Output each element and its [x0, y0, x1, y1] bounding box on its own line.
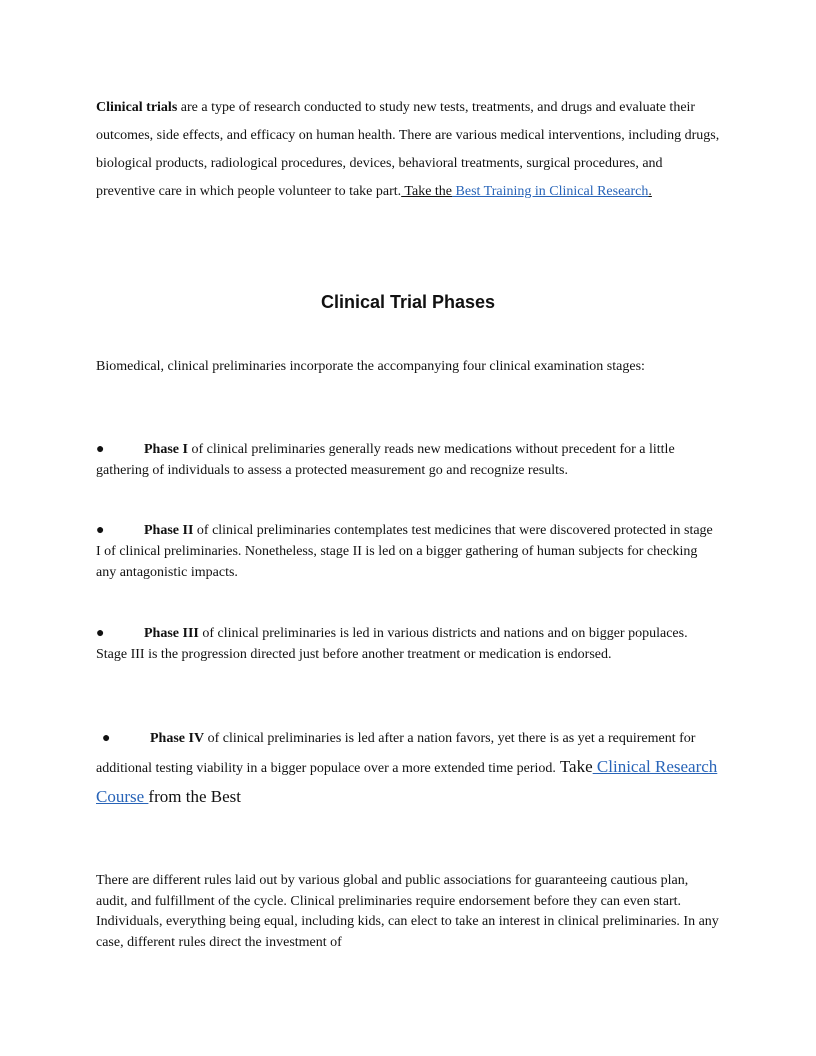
section-heading: Clinical Trial Phases	[320, 292, 496, 312]
bullet-icon: ●	[96, 442, 105, 457]
intro-link-prefix: Take the	[401, 184, 453, 199]
bullet-icon: ●	[102, 731, 111, 746]
clinical-research-course-link[interactable]: Clinical Research Course	[96, 757, 718, 806]
intro-link-suffix: .	[648, 184, 652, 199]
intro-paragraph	[96, 94, 720, 206]
course-prefix: Take	[555, 757, 593, 776]
phase-item	[96, 623, 720, 665]
closing-paragraph: There are different rules laid out by various global and public associations for guaranteeing cautious plan, audit, and fulfillment of the cycle. Clinical preliminaries require endorsement before they can even start. Individuals, everything being equal, including kids, can elect to take an interest in clinical preliminaries. In any case, different rules direct the investment of	[96, 873, 719, 950]
phase-text: of clinical preliminaries is led after a nation favors, yet there is as yet a requirement for additional testing viability in a bigger populace over a more extended time period.	[96, 731, 696, 776]
phase-label: Phase IV	[150, 731, 205, 746]
phase-label: Phase I	[144, 442, 188, 457]
phase-item	[96, 439, 720, 481]
phase-label: Phase II	[144, 523, 194, 538]
phase-item	[96, 725, 720, 813]
intro-text: are a type of research conducted to study new tests, treatments, and drugs and evaluate their outcomes, side effects, and efficacy on human health. There are various medical interventions, including drugs, biological products, radiological procedures, devices, behavioral treatments, surgical procedures, and preventive care in which people volunteer to take part.	[96, 100, 720, 199]
course-suffix: from the Best	[148, 787, 241, 806]
best-training-link[interactable]: Best Training in Clinical Research	[452, 184, 649, 199]
phase-text: of clinical preliminaries is led in various districts and nations and on bigger populaces. Stage III is the progression directed just before another treatment or medication is endorsed.	[96, 626, 688, 662]
lead-paragraph: Biomedical, clinical preliminaries incorporate the accompanying four clinical examination stages:	[96, 359, 645, 374]
intro-term: Clinical trials	[96, 100, 178, 115]
bullet-icon: ●	[96, 626, 105, 641]
phase-item	[96, 520, 720, 583]
phase-text: of clinical preliminaries contemplates test medicines that were discovered protected in stage I of clinical preliminaries. Nonetheless, stage II is led on a bigger gathering of human subjects for checking any antagonistic impacts.	[96, 523, 713, 580]
phase-text: of clinical preliminaries generally reads new medications without precedent for a little gathering of individuals to assess a protected measurement go and recognize results.	[96, 442, 675, 478]
phase-label: Phase III	[144, 626, 199, 641]
bullet-icon: ●	[96, 523, 105, 538]
